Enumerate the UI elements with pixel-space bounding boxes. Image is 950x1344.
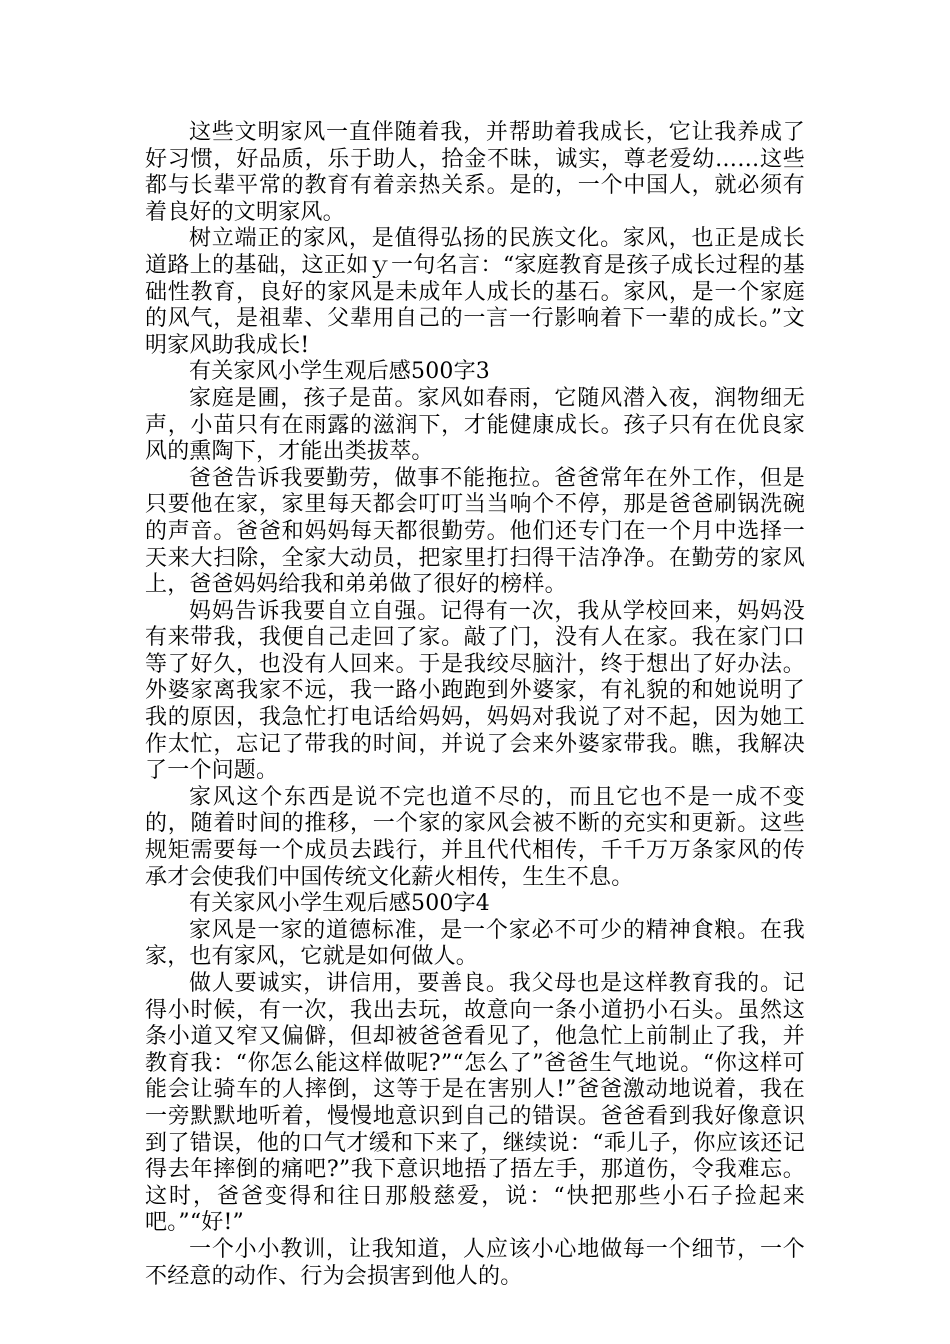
section-heading: 有关家风小学生观后感500字3 (189, 359, 490, 385)
section-heading: 有关家风小学生观后感500字4 (189, 891, 490, 917)
paragraph: 爸爸告诉我要勤劳，做事不能拖拉。爸爸常年在外工作，但是只要他在家，家里每天都会叮叮当当响个不停，那是爸爸刷锅洗碗的声音。爸爸和妈妈每天都很勤劳。他们还专门在一个月中选择一天来大扫除，全家大动员，把家里打扫得干洁净净。在勤劳的家风上，爸爸妈妈给我和弟弟做了很好的榜样。 (145, 465, 805, 598)
paragraph: 这些文明家风一直伴随着我，并帮助着我成长，它让我养成了好习惯，好品质，乐于助人，拾金不昧，诚实，尊老爱幼……这些都与长辈平常的教育有着亲热关系。是的，一个中国人，就必须有着良好的文明家风。 (145, 120, 805, 225)
paragraph: 家风是一家的道德标准，是一个家必不可少的精神食粮。在我家，也有家风，它就是如何做人。 (145, 917, 805, 970)
paragraph: 一个小小教训，让我知道，人应该小心地做每一个细节，一个不经意的动作、行为会损害到他人的。 (145, 1236, 805, 1289)
paragraph: 妈妈告诉我要自立自强。记得有一次，我从学校回来，妈妈没有来带我，我便自己走回了家。敲了门，没有人在家。我在家门口等了好久，也没有人回来。于是我绞尽脑汁，终于想出了好办法。外婆家离我家不远，我一路小跑跑到外婆家，有礼貌的和她说明了我的原因，我急忙打电话给妈妈，妈妈对我说了对不起，因为她工作太忙，忘记了带我的时间，并说了会来外婆家带我。瞧，我解决了一个问题。 (145, 598, 805, 784)
paragraph: 家庭是圃，孩子是苗。家风如春雨，它随风潜入夜，润物细无声，小苗只有在雨露的滋润下，才能健康成长。孩子只有在优良家风的熏陶下，才能出类拔萃。 (145, 385, 805, 465)
paragraph: 家风这个东西是说不完也道不尽的，而且它也不是一成不变的，随着时间的推移，一个家的家风会被不断的充实和更新。这些规矩需要每一个成员去践行，并且代代相传，千千万万条家风的传承才会使我们中国传统文化薪火相传，生生不息。 (145, 784, 805, 890)
document-body (145, 120, 805, 1290)
paragraph: 树立端正的家风，是值得弘扬的民族文化。家风，也正是成长道路上的基础，这正如ｙ一句名言：“家庭教育是孩子成长过程的基础性教育，良好的家风是未成年人成长的基石。家风，是一个家庭的风气，是祖辈、父辈用自己的一言一行影响着下一辈的成长。”文明家风助我成长! (145, 226, 805, 358)
paragraph: 做人要诚实，讲信用，要善良。我父母也是这样教育我的。记得小时候，有一次，我出去玩，故意向一条小道扔小石头。虽然这条小道又窄又偏僻，但却被爸爸看见了，他急忙上前制止了我，并教育我：“你怎么能这样做呢?”“怎么了”爸爸生气地说。“你这样可能会让骑车的人摔倒，这等于是在害别人!”爸爸激动地说着，我在一旁默默地听着，慢慢地意识到自己的错误。爸爸看到我好像意识到了错误，他的口气才缓和下来了，继续说：“乖儿子，你应该还记得去年摔倒的痛吧?”我下意识地捂了捂左手，那道伤，令我难忘。这时，爸爸变得和往日那般慈爱，说：“快把那些小石子捡起来吧。”“好!” (145, 971, 805, 1236)
